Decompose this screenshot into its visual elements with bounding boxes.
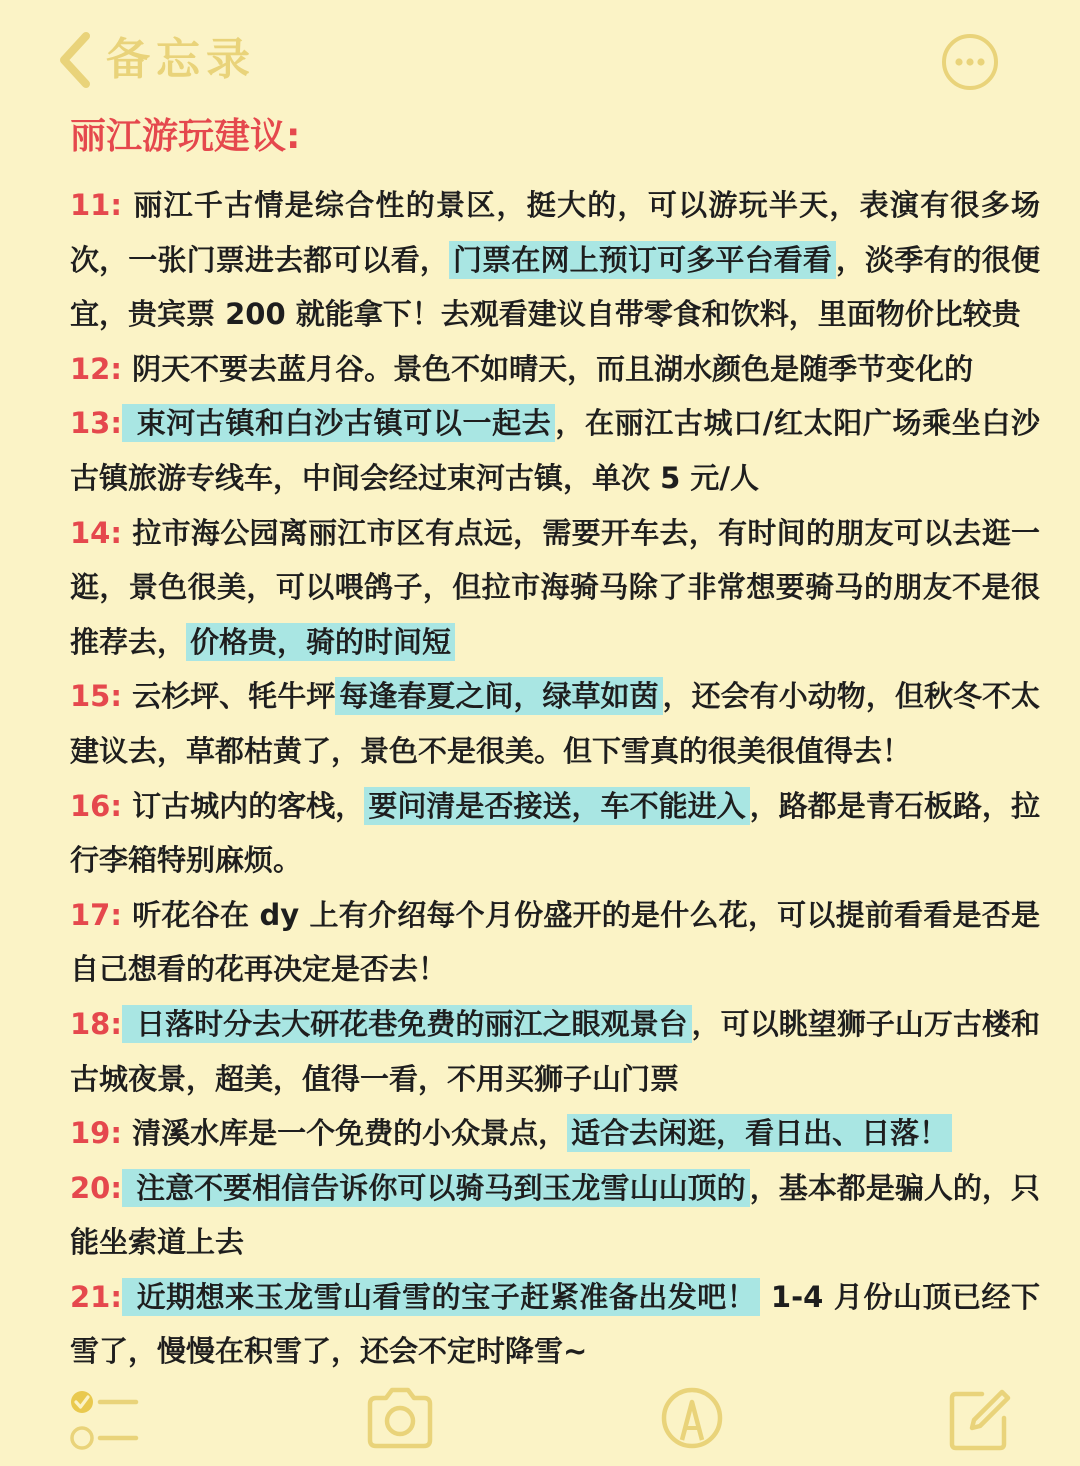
tip-text: 听花谷在 dy 上有介绍每个月份盛开的是什么花，可以提前看看是否是自己想看的花再决定是否去！ [70, 897, 1040, 987]
tips-list [70, 178, 1040, 1379]
tip-item [70, 1106, 1040, 1161]
ellipsis-circle-icon [940, 77, 1000, 96]
tip-number: 19: [70, 1116, 122, 1151]
tip-number: 17: [70, 897, 122, 932]
highlighted-text: 价格贵，骑的时间短 [186, 623, 455, 661]
highlighted-text: 适合去闲逛，看日出、日落！ [567, 1114, 952, 1152]
tip-text: ，路都是青石板路，拉行李箱特别麻烦。 [70, 788, 1040, 878]
tip-text: 拉市海公园离丽江市区有点远，需要开车去，有时间的朋友可以去逛一逛，景色很美，可以喂鸽子，但拉市海骑马除了非常想要骑马的朋友不是很推荐去， [70, 515, 1040, 659]
tip-number: 11: [70, 188, 122, 222]
tip-item [70, 997, 1040, 1106]
chevron-left-icon [56, 32, 92, 88]
top-navigation-bar [0, 0, 1080, 112]
tip-number: 15: [70, 679, 122, 714]
highlighted-text: 要问清是否接送，车不能进入 [364, 787, 749, 825]
tip-text: 清溪水库是一个免费的小众景点， [121, 1116, 568, 1151]
tip-item [70, 506, 1040, 670]
more-options-button[interactable] [940, 32, 1000, 92]
compose-button[interactable] [946, 1382, 1014, 1454]
tip-item [70, 888, 1040, 997]
tip-text: ，可以眺望狮子山万古楼和古城夜景，超美，值得一看，不用买狮子山门票 [70, 1006, 1040, 1096]
highlighted-text: 注意不要相信告诉你可以骑马到玉龙雪山山顶的 [122, 1169, 750, 1207]
markup-button[interactable] [660, 1384, 724, 1452]
tip-number: 16: [70, 788, 122, 823]
back-button[interactable] [56, 30, 256, 90]
highlighted-text: 门票在网上预订可多平台看看 [449, 241, 836, 279]
note-title: 丽江游玩建议: [70, 116, 301, 157]
tip-item [70, 669, 1040, 778]
tip-text: ，在丽江古城口/红太阳广场乘坐白沙古镇旅游专线车，中间会经过束河古镇，单次 5 元/人 [70, 406, 1040, 495]
camera-button[interactable] [362, 1386, 438, 1450]
tip-item [70, 779, 1040, 888]
markup-pen-icon [660, 1384, 724, 1452]
tip-text: ，基本都是骗人的，只能坐索道上去 [70, 1170, 1040, 1260]
compose-icon [946, 1382, 1014, 1454]
tip-text: ，还会有小动物，但秋冬不太建议去，草都枯黄了，景色不是很美。但下雪真的很美很值得去！ [70, 679, 1040, 768]
tip-number: 12: [70, 351, 122, 386]
tip-item [70, 396, 1040, 505]
back-label: 备忘录 [106, 34, 256, 85]
tip-item [70, 1161, 1040, 1270]
tip-text: 订古城内的客栈， [121, 788, 365, 823]
tip-text: 云杉坪、牦牛坪 [121, 679, 336, 714]
tip-number: 14: [70, 515, 122, 550]
highlighted-text: 每逢春夏之间，绿草如茵 [335, 677, 662, 715]
tip-number: 21: [70, 1279, 122, 1314]
tip-text: ，淡季有的很便宜，贵宾票 200 就能拿下！去观看建议自带零食和饮料，里面物价比较贵 [70, 242, 1040, 332]
tip-item [70, 178, 1040, 342]
camera-icon [362, 1386, 438, 1450]
highlighted-text: 日落时分去大研花巷免费的丽江之眼观景台 [122, 1005, 692, 1043]
tip-number: 20: [70, 1170, 122, 1205]
tip-text: 1-4 月份山顶已经下雪了，慢慢在积雪了，还会不定时降雪~ [70, 1279, 1040, 1369]
tip-number: 13: [70, 406, 122, 441]
highlighted-text: 束河古镇和白沙古镇可以一起去 [122, 404, 555, 442]
checklist-button[interactable] [66, 1386, 142, 1454]
checklist-icon [66, 1386, 142, 1454]
tip-number: 18: [70, 1006, 122, 1041]
tip-text: 阴天不要去蓝月谷。景色不如晴天，而且湖水颜色是随季节变化的 [121, 351, 974, 386]
tip-item [70, 1270, 1040, 1379]
tip-item [70, 342, 1040, 397]
highlighted-text: 近期想来玉龙雪山看雪的宝子赶紧准备出发吧！ [122, 1278, 760, 1316]
bottom-toolbar [0, 1376, 1080, 1466]
tip-text: 丽江千古情是综合性的景区，挺大的，可以游玩半天，表演有很多场次，一张门票进去都可以看， [70, 188, 1040, 277]
